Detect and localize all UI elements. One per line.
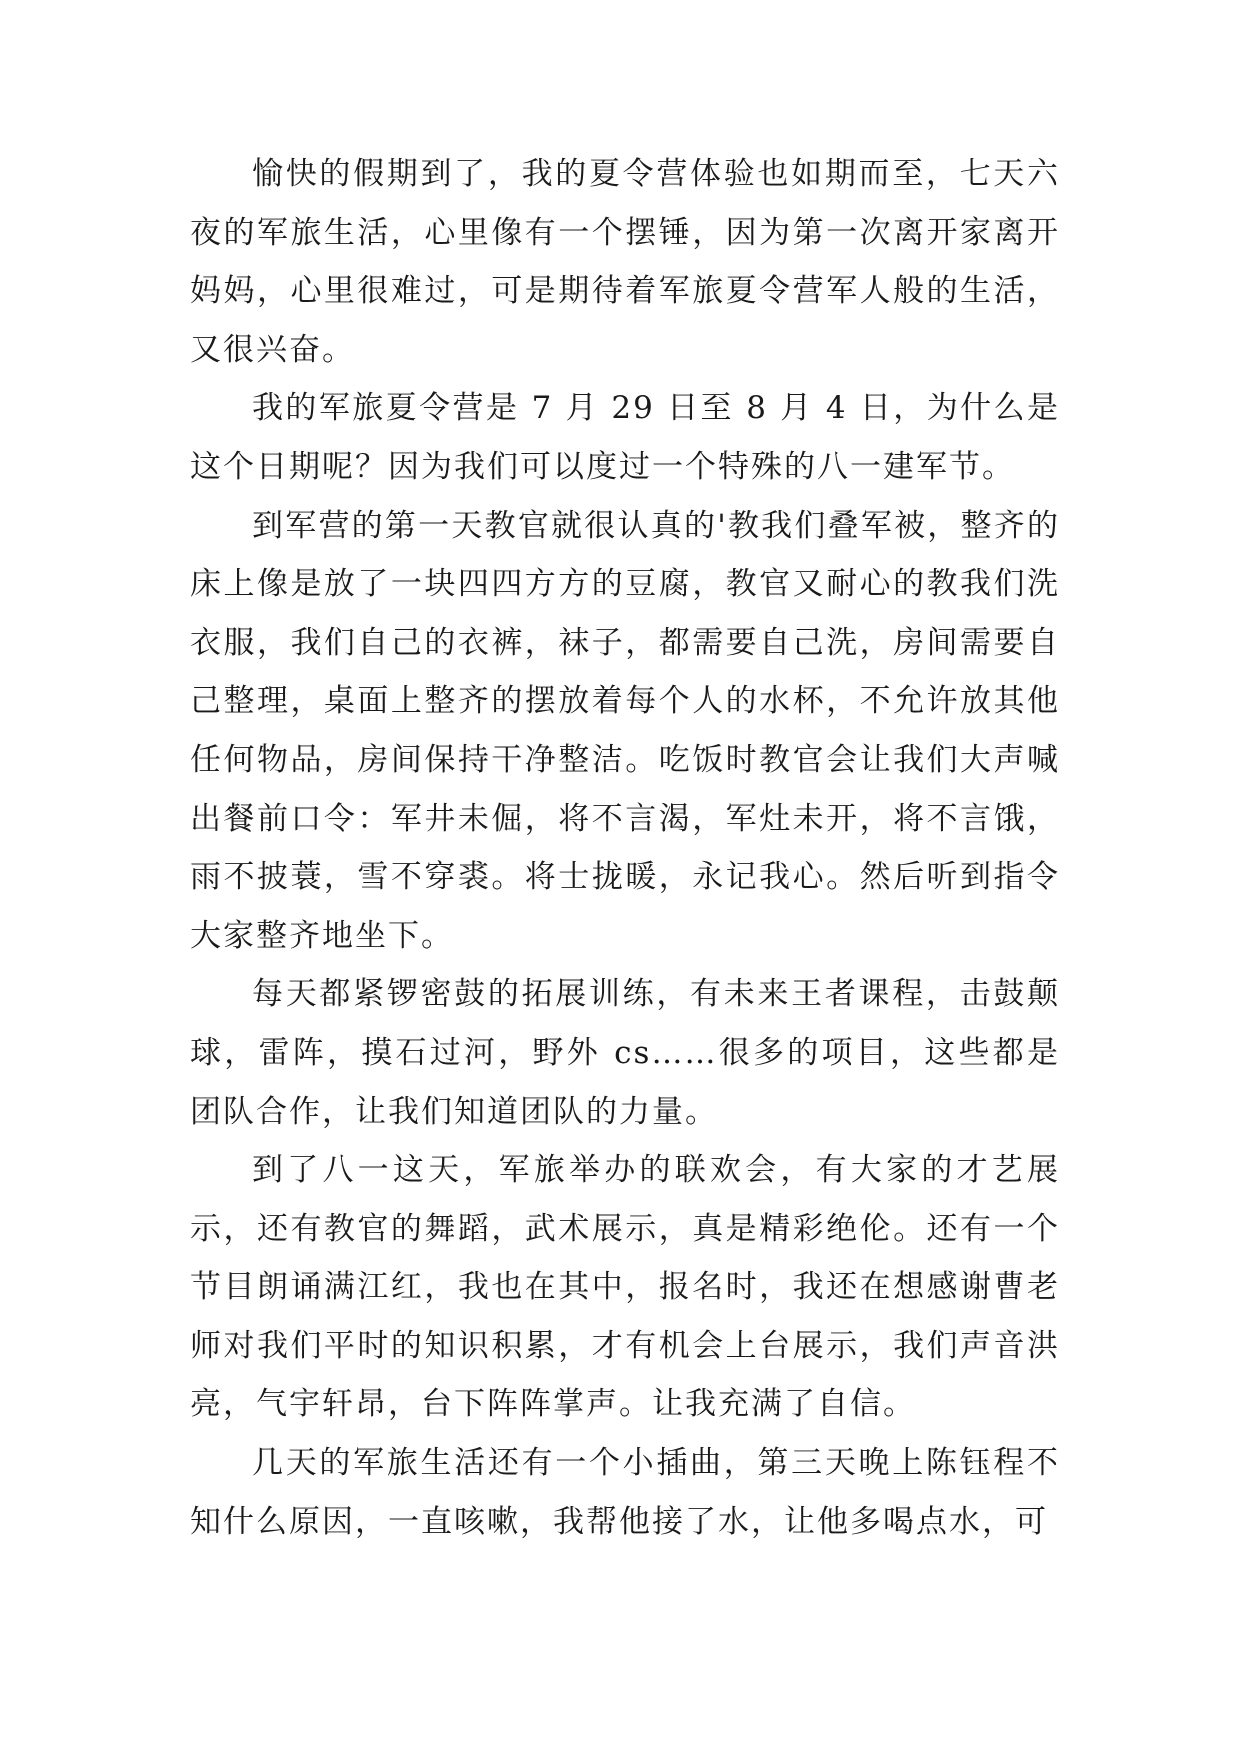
- paragraph-4: 每天都紧锣密鼓的拓展训练，有未来王者课程，击鼓颠球，雷阵，摸石过河，野外 cs……很多的项目，这些都是团队合作，让我们知道团队的力量。: [190, 976, 1060, 1130]
- document-body: [190, 145, 1060, 1551]
- paragraph-5: 到了八一这天，军旅举办的联欢会，有大家的才艺展示，还有教官的舞蹈，武术展示，真是精彩绝伦。还有一个节目朗诵满江红，我也在其中，报名时，我还在想感谢曹老师对我们平时的知识积累，才有机会上台展示，我们声音洪亮，气宇轩昂，台下阵阵掌声。让我充满了自信。: [190, 1152, 1060, 1423]
- paragraph-2: 我的军旅夏令营是 7 月 29 日至 8 月 4 日，为什么是这个日期呢？因为我们可以度过一个特殊的八一建军节。: [190, 390, 1060, 485]
- paragraph-1: 愉快的假期到了，我的夏令营体验也如期而至，七天六夜的军旅生活，心里像有一个摆锤，因为第一次离开家离开妈妈，心里很难过，可是期待着军旅夏令营军人般的生活，又很兴奋。: [190, 156, 1060, 368]
- paragraph-3: 到军营的第一天教官就很认真的'教我们叠军被，整齐的床上像是放了一块四四方方的豆腐，教官又耐心的教我们洗衣服，我们自己的衣裤，袜子，都需要自己洗，房间需要自己整理，桌面上整齐的摆放着每个人的水杯，不允许放其他任何物品，房间保持干净整洁。吃饭时教官会让我们大声喊出餐前口令：军井未倔，将不言渴，军灶未开，将不言饿，雨不披蓑，雪不穿裘。将士拢暖，永记我心。然后听到指令大家整齐地坐下。: [190, 507, 1060, 954]
- paragraph-6: 几天的军旅生活还有一个小插曲，第三天晚上陈钰程不知什么原因，一直咳嗽，我帮他接了水，让他多喝点水，可: [190, 1445, 1060, 1540]
